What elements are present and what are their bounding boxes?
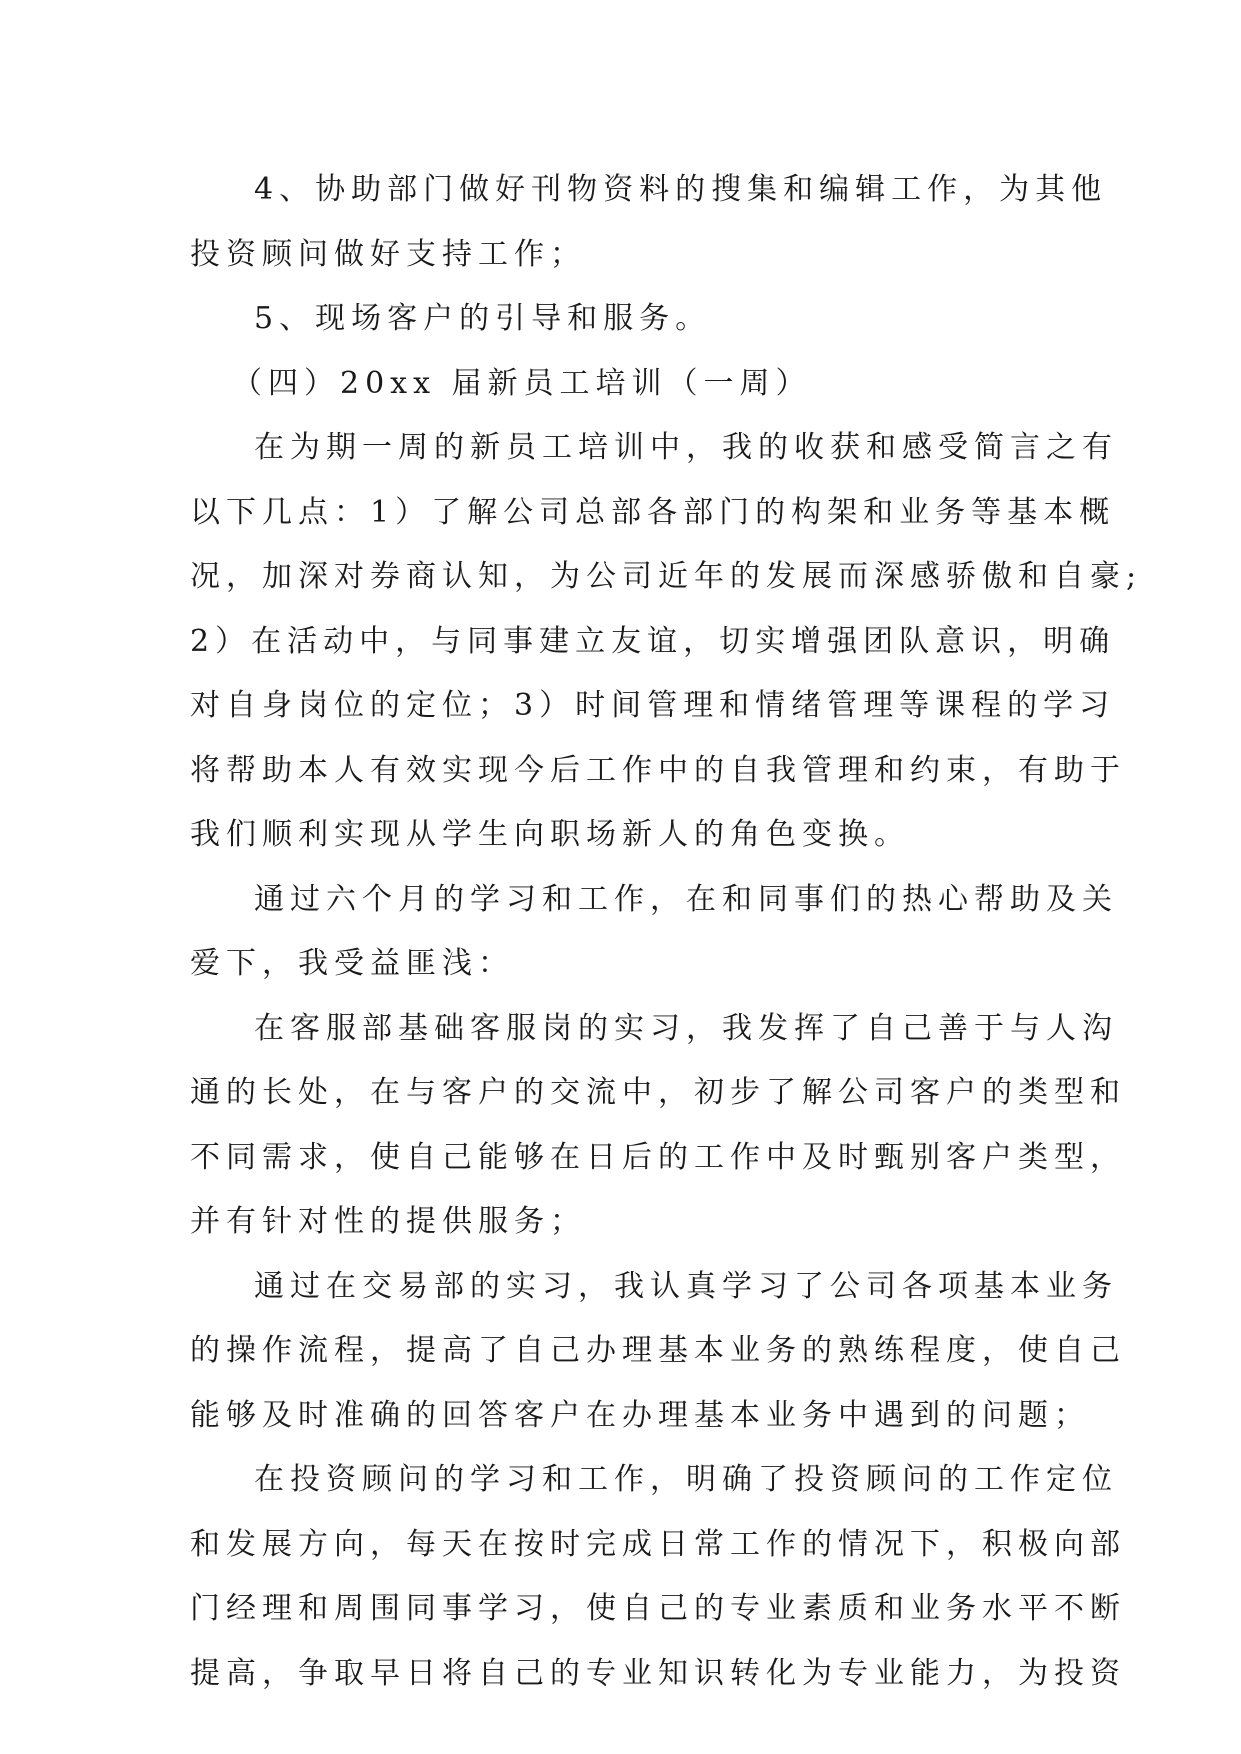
text-line: 不同需求，使自己能够在日后的工作中及时甄别客户类型， [190, 1139, 1126, 1175]
text-line: 4、协助部门做好刊物资料的搜集和编辑工作，为其他 [254, 172, 1108, 207]
text-line: 门经理和周围同事学习，使自己的专业素质和业务水平不断 [190, 1591, 1126, 1626]
text-line: 通过在交易部的实习，我认真学习了公司各项基本业务 [254, 1268, 1118, 1304]
text-line: 5、现场客户的引导和服务。 [254, 301, 712, 336]
text-line: 和发展方向，每天在按时完成日常工作的情况下，积极向部 [190, 1526, 1126, 1562]
text-line: 通过六个月的学习和工作，在和同事们的热心帮助及关 [254, 881, 1118, 917]
text-line: 并有针对性的提供服务； [190, 1204, 586, 1239]
text-line: 对自身岗位的定位；3）时间管理和情绪管理等课程的学习 [190, 688, 1116, 723]
text-line: 将帮助本人有效实现今后工作中的自我管理和约束，有助于 [190, 752, 1126, 788]
text-line: 能够及时准确的回答客户在办理基本业务中遇到的问题； [190, 1397, 1090, 1433]
body-text [190, 158, 1143, 1706]
text-line: 以下几点：1）了解公司总部各部门的构架和业务等基本概 [190, 494, 1116, 530]
text-line: 在投资顾问的学习和工作，明确了投资顾问的工作定位 [254, 1462, 1118, 1497]
text-line: 的操作流程，提高了自己办理基本业务的熟练程度，使自己 [190, 1333, 1126, 1368]
text-line: 在客服部基础客服岗的实习，我发挥了自己善于与人沟 [254, 1010, 1118, 1046]
text-line: 2）在活动中，与同事建立友谊，切实增强团队意识，明确 [190, 623, 1116, 659]
text-line: 通的长处，在与客户的交流中，初步了解公司客户的类型和 [190, 1075, 1126, 1110]
text-line: 提高，争取早日将自己的专业知识转化为专业能力，为投资 [190, 1655, 1126, 1691]
text-line: 况，加深对券商认知，为公司近年的发展而深感骄傲和自豪; [190, 559, 1143, 594]
section-heading: （四）20xx 届新员工培训（一周） [232, 365, 812, 401]
text-line: 爱下，我受益匪浅： [190, 946, 514, 981]
text-line: 投资顾问做好支持工作； [190, 236, 586, 272]
text-line: 我们顺利实现从学生向职场新人的角色变换。 [190, 817, 910, 852]
text-line: 在为期一周的新员工培训中，我的收获和感受简言之有 [254, 430, 1118, 465]
